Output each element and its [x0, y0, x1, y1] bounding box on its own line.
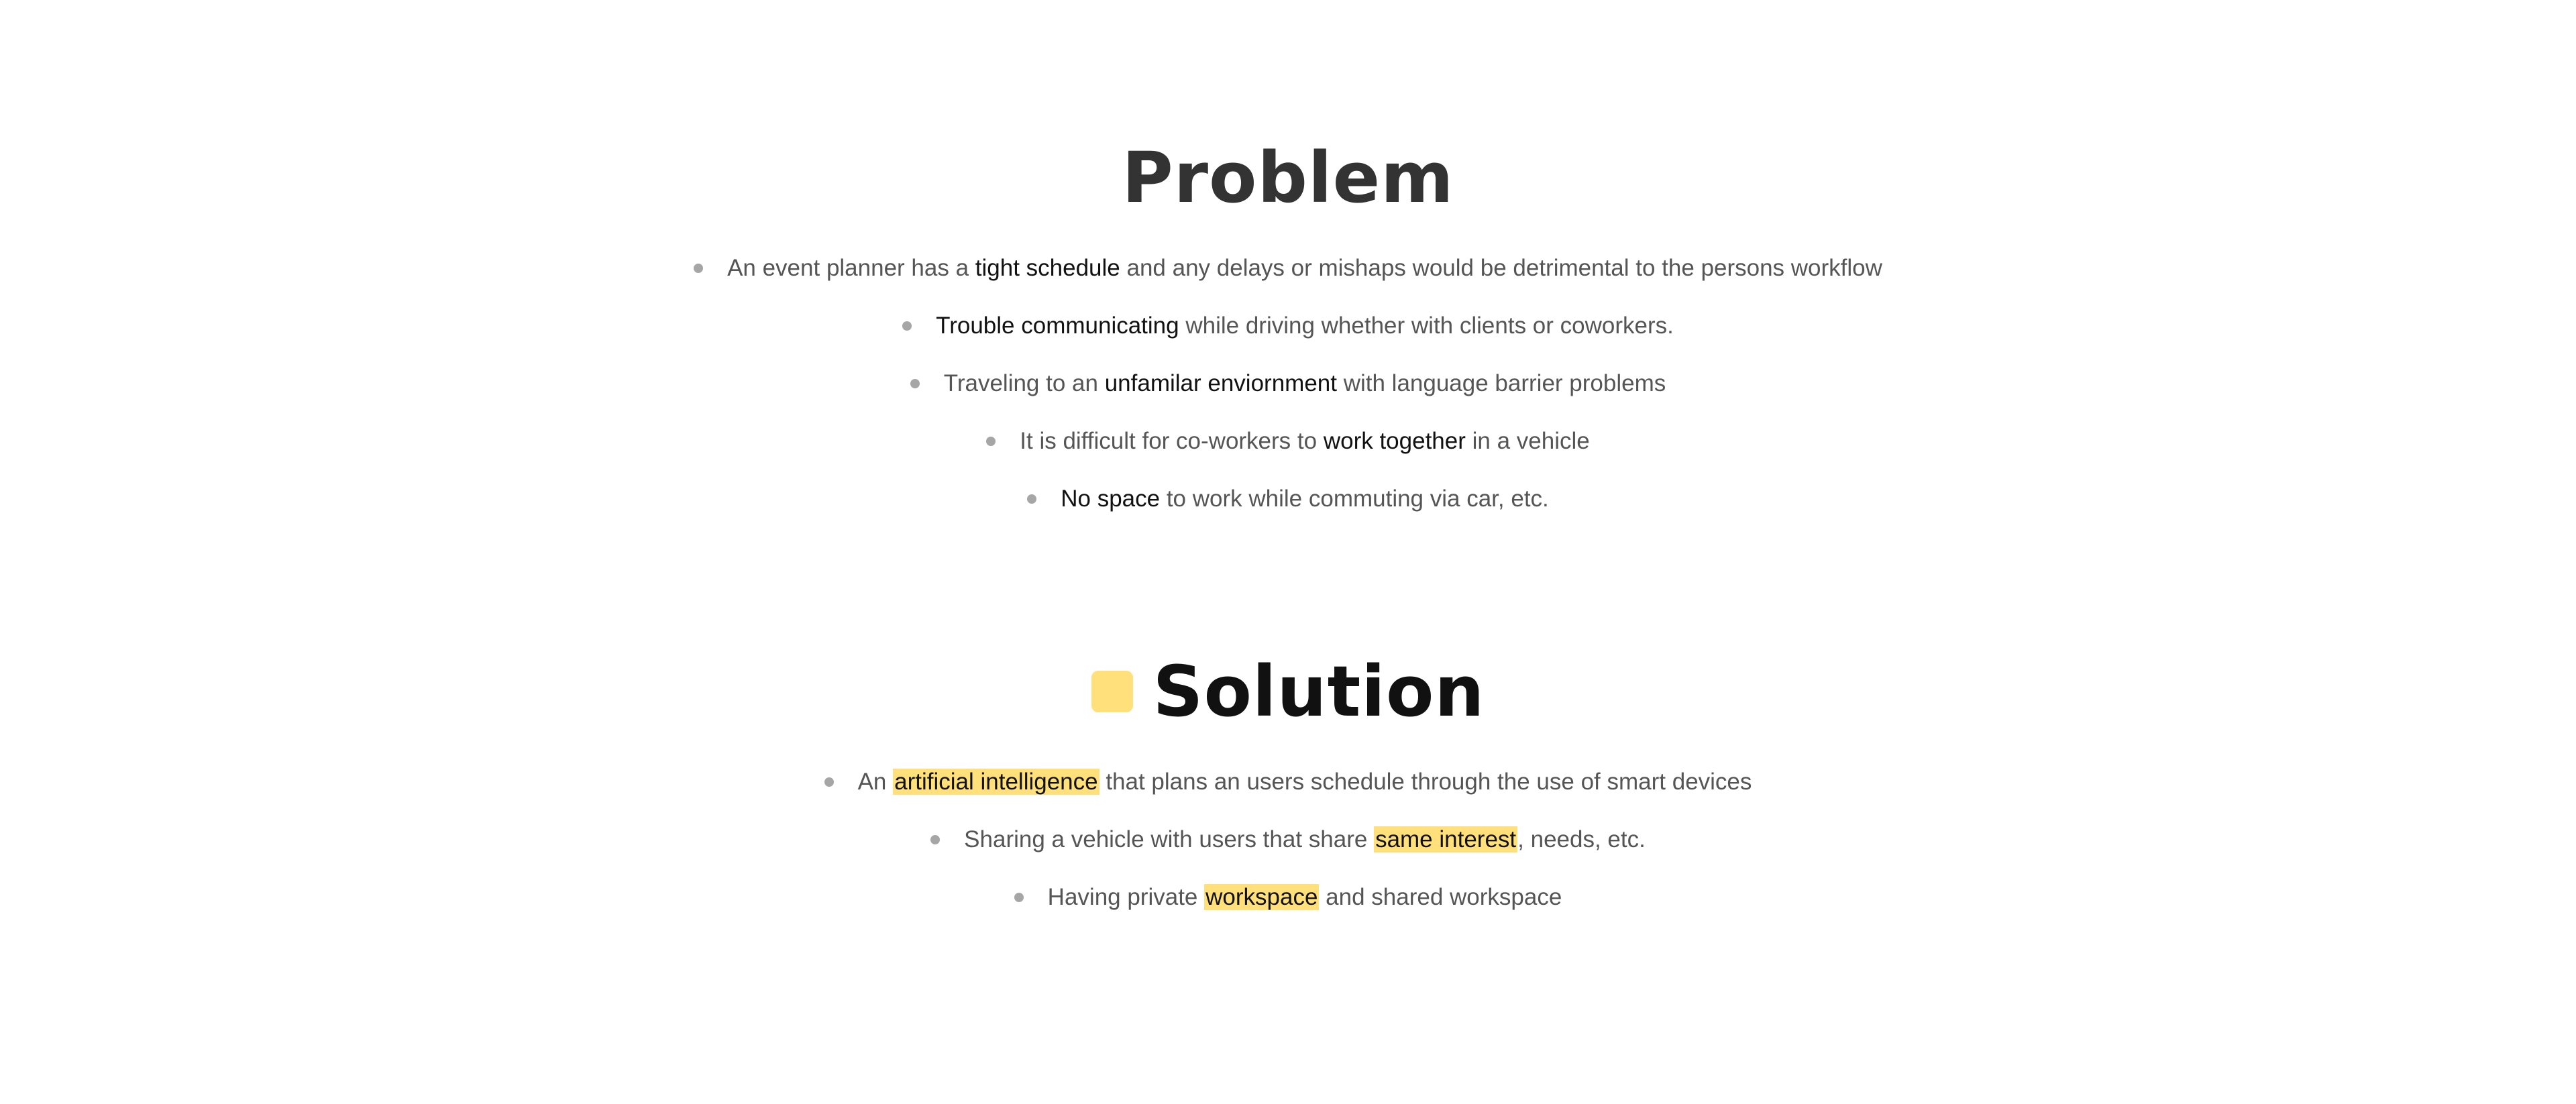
emphasis-text: Trouble communicating	[936, 313, 1179, 339]
bullet-dot-icon	[910, 379, 920, 388]
problem-item: No space to work while commuting via car, etc.	[0, 483, 2576, 515]
highlighted-text: artificial intelligence	[894, 769, 1098, 795]
bullet-dot-icon	[902, 321, 912, 331]
bullet-dot-icon	[824, 777, 834, 787]
bullet-dot-icon	[694, 264, 703, 273]
emphasis-text: work together	[1323, 428, 1466, 454]
emphasis-text: unfamilar enviornment	[1104, 370, 1337, 396]
problem-title: Problem	[1122, 137, 1454, 219]
bullet-dot-icon	[986, 437, 996, 446]
solution-item: Sharing a vehicle with users that share same interest, needs, etc.	[0, 824, 2576, 856]
solution-list	[0, 766, 2576, 914]
solution-section	[0, 648, 2576, 939]
bullet-dot-icon	[1014, 893, 1024, 902]
yellow-square-icon	[1091, 671, 1133, 712]
solution-title	[1091, 648, 1485, 735]
solution-item: Having private workspace and shared workspace	[0, 881, 2576, 914]
bullet-dot-icon	[930, 835, 940, 844]
emphasis-text: tight schedule	[975, 255, 1120, 281]
highlighted-text: same interest	[1375, 826, 1517, 852]
problem-section	[0, 134, 2576, 541]
solution-title-text: Solution	[1152, 651, 1485, 732]
problem-item: An event planner has a tight schedule and any delays or mishaps would be detrimental to the persons workflow	[0, 252, 2576, 284]
problem-item: Traveling to an unfamilar enviornment with language barrier problems	[0, 368, 2576, 400]
highlighted-text: workspace	[1205, 884, 1318, 910]
problem-item: It is difficult for co-workers to work together in a vehicle	[0, 425, 2576, 457]
problem-list	[0, 252, 2576, 515]
emphasis-text: No space	[1061, 486, 1161, 512]
solution-item: An artificial intelligence that plans an users schedule through the use of smart devices	[0, 766, 2576, 798]
problem-item: Trouble communicating while driving whether with clients or coworkers.	[0, 310, 2576, 342]
bullet-dot-icon	[1027, 494, 1036, 504]
